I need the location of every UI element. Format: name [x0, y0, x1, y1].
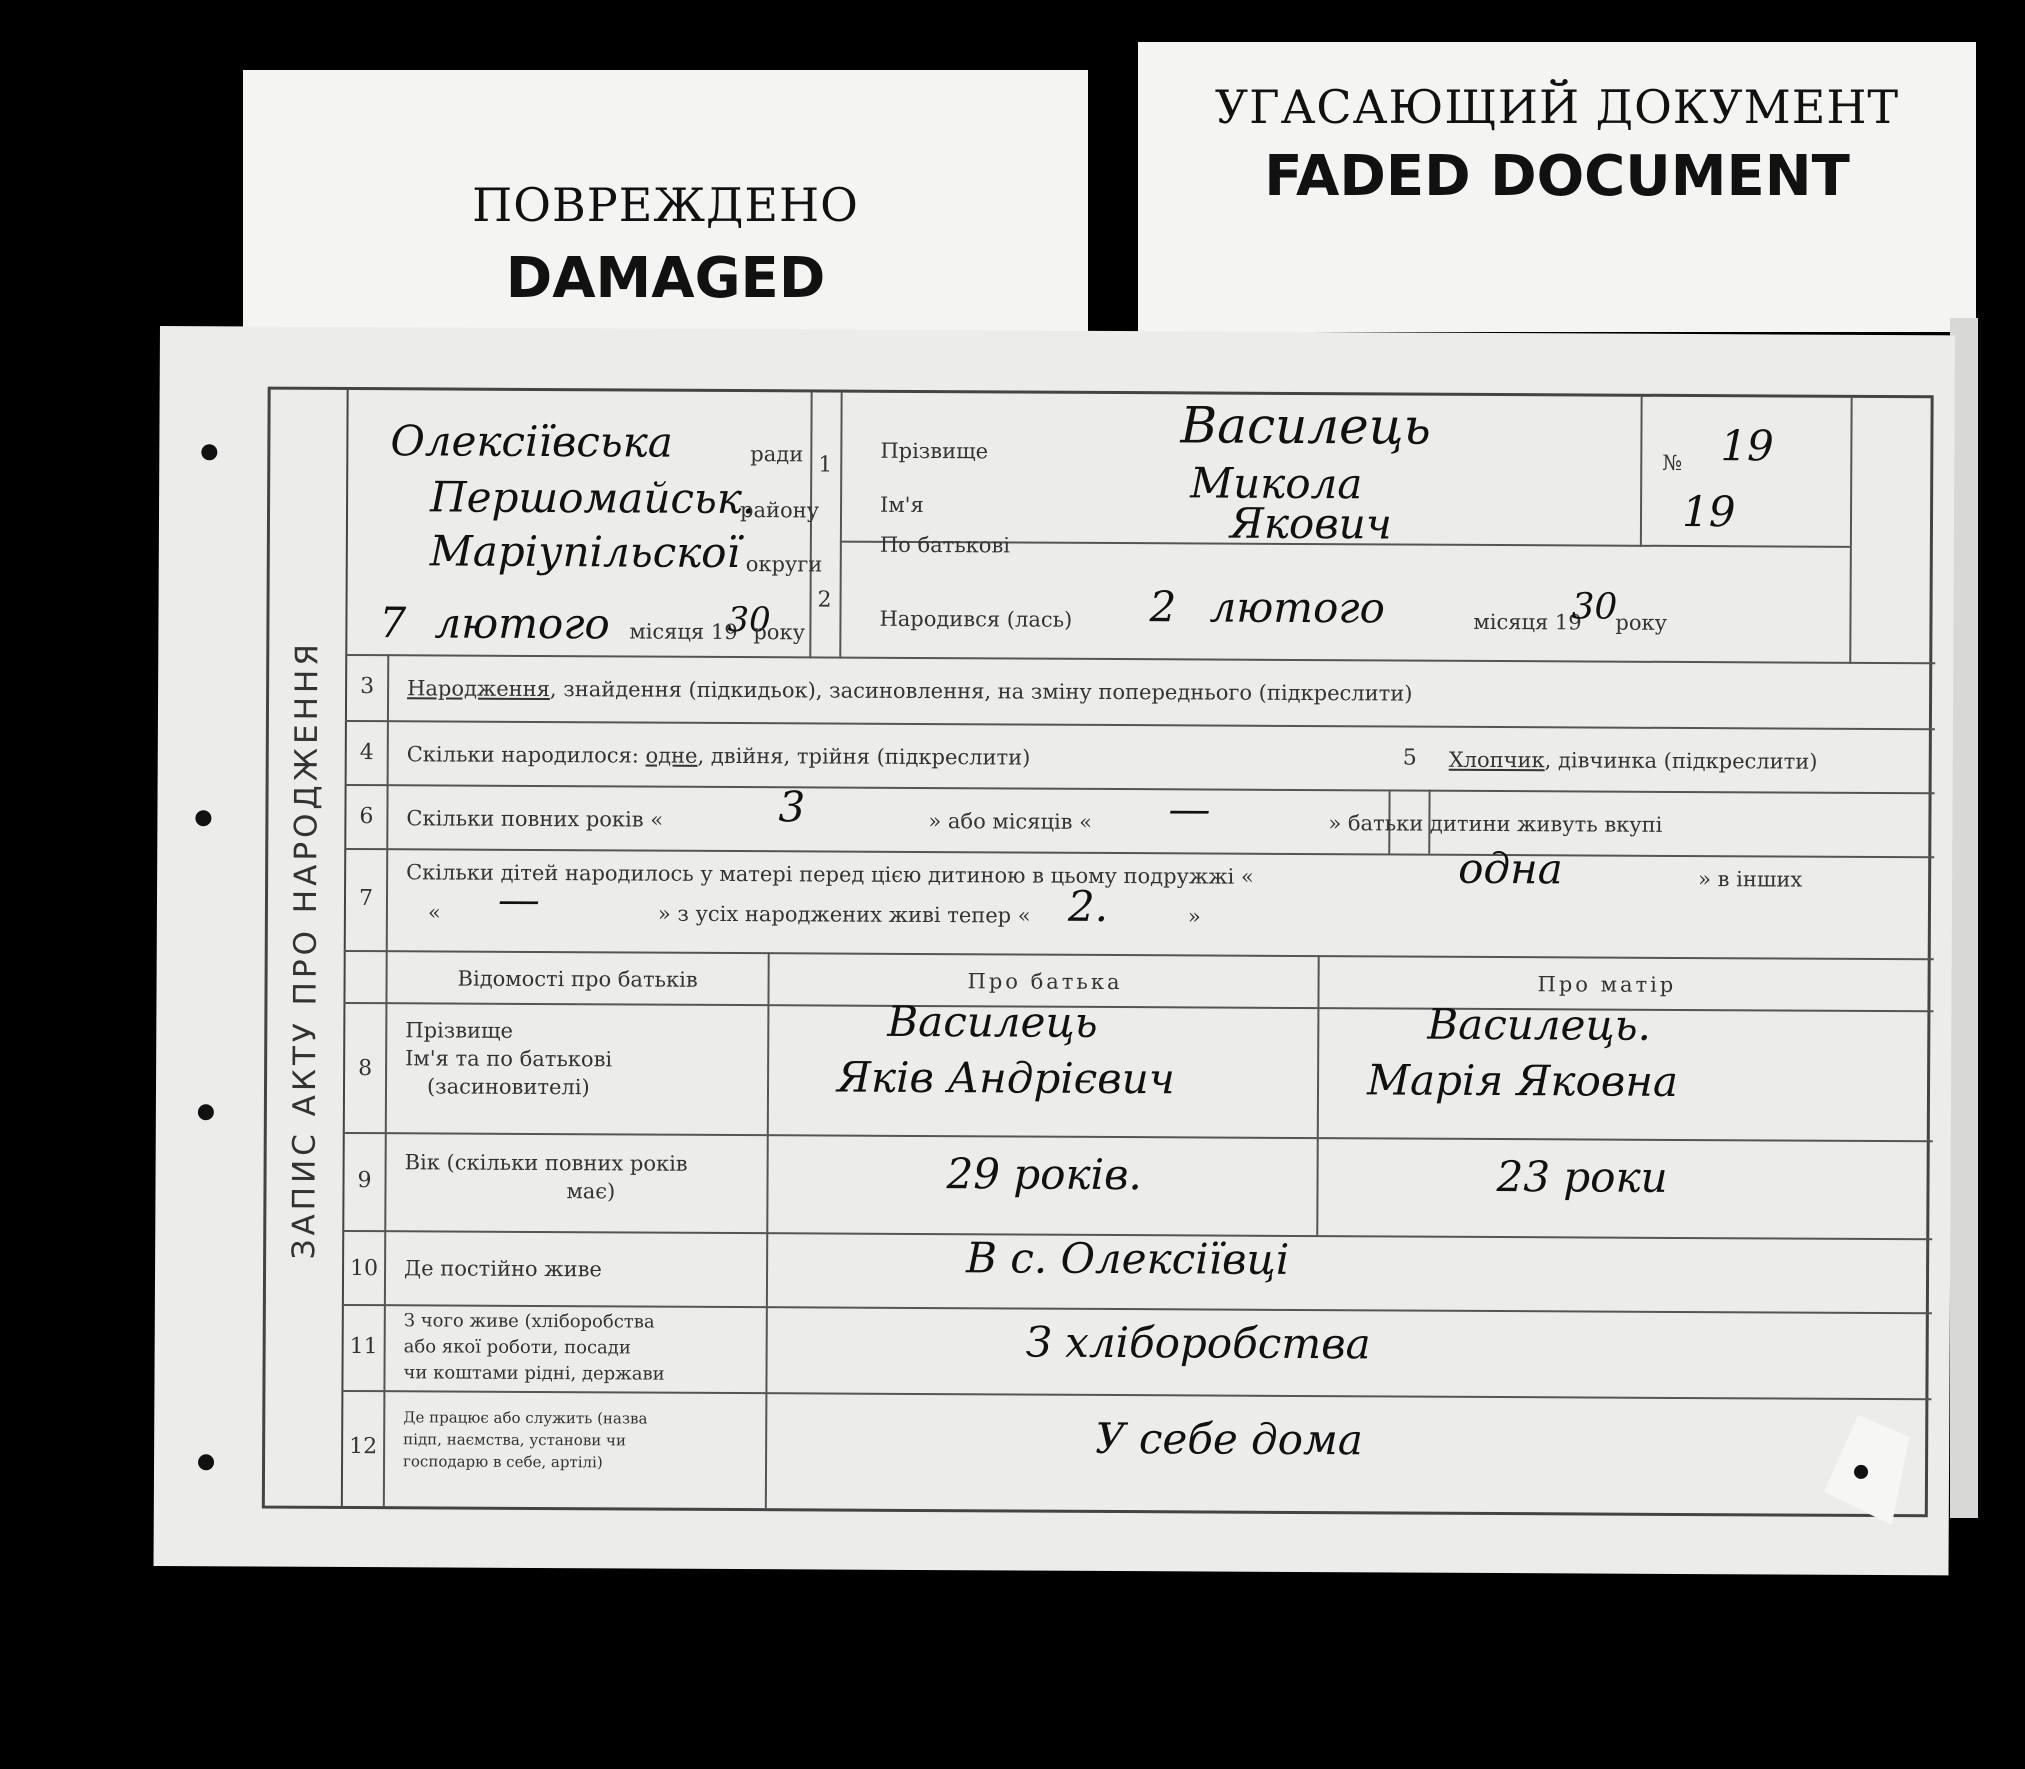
damaged-label-en: DAMAGED — [505, 246, 826, 311]
children-other: — — [497, 874, 541, 924]
row12-label-1: Де працює або служить (назва — [403, 1408, 648, 1428]
row-number: 11 — [349, 1334, 378, 1360]
row12-label-3: господарю в себе, артілі) — [403, 1452, 603, 1472]
sex-text: Хлопчик, дівчинка (підкреслити) — [1448, 747, 1818, 774]
okruh-label: округи — [745, 552, 823, 577]
birth-month-label: місяця 19 — [1473, 609, 1582, 635]
child-patronymic: Якович — [1229, 498, 1393, 549]
okruh-value: Маріупільскої — [429, 526, 741, 578]
name-label: Ім'я — [880, 492, 924, 518]
damaged-label — [243, 70, 1088, 335]
row-number: 6 — [359, 804, 374, 830]
punch-hole — [195, 810, 211, 826]
mother-age: 23 роки — [1496, 1152, 1668, 1202]
row-number: 1 — [818, 452, 833, 478]
row7-line2-b: » з усіх народжених живі тепер « — [657, 901, 1031, 928]
row7-line2-c: » — [1187, 904, 1201, 929]
row10-label: Де постійно живе — [404, 1256, 602, 1282]
row12-label-2: підп, наємства, установи чи — [403, 1430, 627, 1450]
mother-surname: Василець. — [1427, 999, 1652, 1050]
row-number: 4 — [359, 740, 374, 766]
residence: В с. Олексіївці — [966, 1233, 1290, 1284]
row9-label-2: має) — [566, 1179, 616, 1204]
card-stack-edge — [1950, 318, 1978, 1518]
row-number: 10 — [350, 1256, 379, 1282]
vertical-title: ЗАПИС АКТУ ПРО НАРОДЖЕННЯ — [286, 640, 326, 1260]
row9-label-1: Вік (скільки повних років — [404, 1150, 688, 1176]
record-date-month: лютого — [434, 598, 610, 649]
row-number: 12 — [349, 1434, 378, 1460]
faded-label-en: FADED DOCUMENT — [1264, 144, 1850, 209]
raion-value: Першомайськ. — [429, 472, 756, 524]
record-date-month-label: місяця 19 — [629, 619, 738, 645]
row8-label-1: Прізвище — [405, 1018, 514, 1043]
event-type-text: Народження, знайдення (підкидьок), засиновлення, на зміну попереднього (підкреслити) — [407, 676, 1413, 706]
children-alive: 2. — [1067, 881, 1109, 931]
row-number: 9 — [357, 1168, 372, 1194]
row8-label-3: (засиновителі) — [426, 1074, 590, 1100]
mother-name: Марія Яковна — [1366, 1055, 1679, 1106]
patronymic-label: По батькові — [879, 532, 1011, 558]
row-number: 7 — [358, 886, 374, 912]
row6-label-b: » або місяців « — [928, 809, 1093, 834]
surname-label: Прізвище — [880, 438, 989, 464]
rada-label: ради — [750, 442, 804, 467]
father-name: Яків Андрієвич — [836, 1052, 1175, 1104]
row11-label-3: чи коштами рідні, держави — [403, 1362, 665, 1385]
birth-year: 30 — [1571, 586, 1618, 628]
child-surname: Василець — [1180, 396, 1431, 456]
years-together: 3 — [778, 782, 806, 832]
row6-label-c: » батьки дитини живуть вкупі — [1328, 811, 1663, 837]
row7-line1: Скільки дітей народилось у матері перед цією дитиною в цьому подружжі « — [406, 860, 1254, 889]
tag-hole — [1854, 1465, 1868, 1479]
row7-line2-a: « — [427, 900, 441, 925]
raion-label: району — [739, 498, 820, 523]
parents-info-header: Відомості про батьків — [457, 966, 698, 992]
vertical-title-box — [265, 390, 349, 1506]
row11-label-1: З чого живе (хліборобства — [403, 1310, 655, 1333]
faded-label — [1138, 42, 1976, 332]
row6-label-a: Скільки повних років « — [406, 806, 664, 832]
record-number-label: № — [1662, 450, 1683, 475]
birth-month: лютого — [1209, 582, 1386, 633]
damaged-label-ru: ПОВРЕЖДЕНО — [472, 178, 859, 232]
occupation: З хліборобства — [1025, 1317, 1371, 1369]
mother-header: Про матір — [1537, 972, 1677, 997]
row-number: 5 — [1402, 745, 1417, 771]
birth-day: 2 — [1149, 582, 1177, 632]
multiplicity-text: Скільки народилося: одне, двійня, трійня (підкреслити) — [406, 742, 1031, 770]
record-date-year: 30 — [727, 599, 771, 641]
faded-label-ru: УГАСАЮЩИЙ ДОКУМЕНТ — [1214, 80, 1900, 134]
birth-year-label: року — [1615, 610, 1668, 635]
father-header: Про батька — [967, 969, 1123, 995]
row11-label-2: або якої роботи, посади — [403, 1336, 631, 1359]
row-number: 8 — [358, 1056, 373, 1082]
months-together: — — [1168, 784, 1211, 834]
punch-hole — [198, 1454, 214, 1470]
rada-value: Олексіївська — [390, 416, 673, 467]
row-number: 2 — [817, 587, 832, 613]
child-name: Микола — [1190, 458, 1363, 509]
workplace: У себе дома — [1095, 1413, 1364, 1465]
record-number: 19 — [1720, 421, 1774, 471]
record-date-day: 7 — [379, 598, 407, 648]
record-date-year-label: року — [753, 620, 806, 645]
form-frame — [262, 387, 1934, 1518]
punch-hole — [198, 1104, 214, 1120]
children-in-marriage: одна — [1458, 843, 1563, 894]
record-number-2: 19 — [1681, 486, 1736, 537]
father-age: 29 років. — [946, 1149, 1142, 1200]
row7-line1-end: » в інших — [1698, 867, 1803, 892]
punch-hole — [201, 444, 217, 460]
row8-label-2: Ім'я та по батькові — [405, 1046, 613, 1072]
father-surname: Василець — [887, 996, 1098, 1047]
birth-date-label: Народився (лась) — [879, 606, 1073, 632]
birth-record-card — [154, 326, 1955, 1575]
row-number: 3 — [360, 674, 375, 700]
